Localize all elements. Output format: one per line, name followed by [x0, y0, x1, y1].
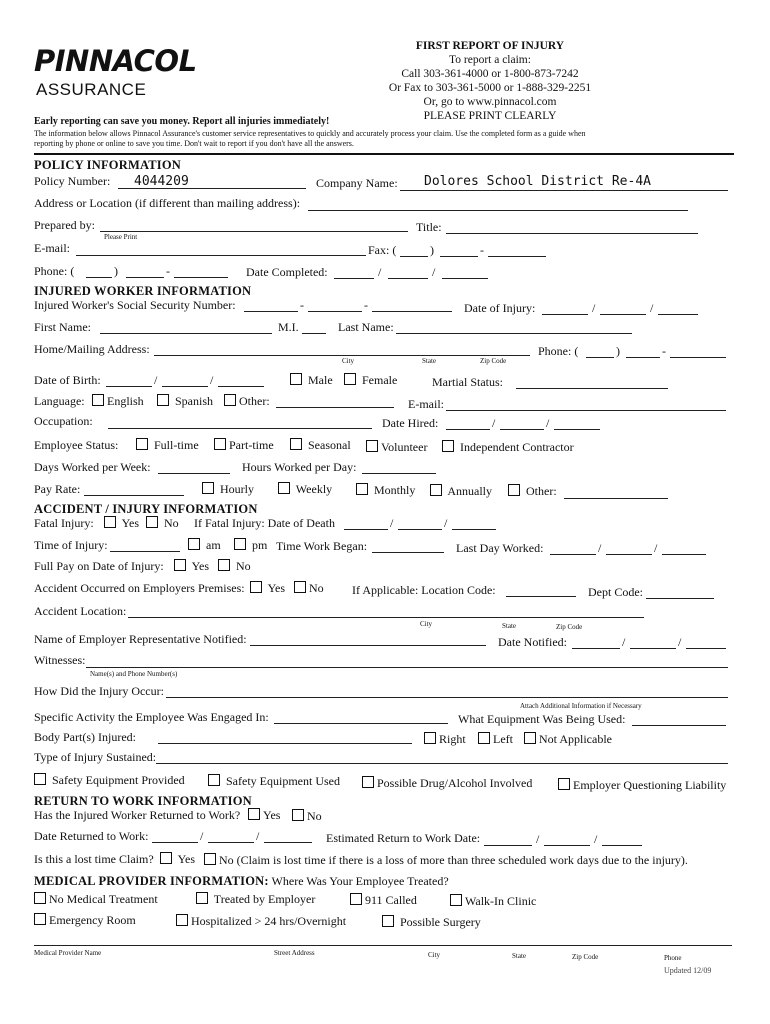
returned-yes-checkbox[interactable]: Yes [248, 808, 280, 823]
dob-day[interactable] [162, 386, 208, 387]
premises-label: Accident Occurred on Employers Premises: [34, 581, 245, 595]
date-completed-year[interactable] [442, 278, 488, 279]
fatal-label: Fatal Injury: [34, 516, 94, 530]
home-address-label: Home/Mailing Address: [34, 342, 150, 356]
hired-year[interactable] [554, 429, 600, 430]
doi-year[interactable] [658, 314, 698, 315]
lost-time-no-checkbox[interactable]: No (Claim is lost time if there is a loss of more than three scheduled work days due to the injury). [204, 853, 688, 868]
company-logo: PINNACOL [34, 44, 197, 78]
full-pay-yes-checkbox[interactable]: Yes [174, 559, 209, 574]
attach-hint: Attach Additional Information if Necessary [520, 702, 642, 710]
witnesses-label: Witnesses: [34, 653, 86, 667]
header-line-5: PLEASE PRINT CLEARLY [423, 110, 557, 122]
no-treatment-checkbox[interactable]: No Medical Treatment [34, 892, 158, 907]
form-title: FIRST REPORT OF INJURY [415, 40, 565, 52]
dob-year[interactable] [218, 386, 264, 387]
location-code-label: If Applicable: Location Code: [352, 583, 496, 597]
header-line-4: Or, go to www.pinnacol.com [423, 96, 557, 108]
est-day[interactable] [544, 845, 590, 846]
language-other-checkbox[interactable]: Other: [224, 394, 270, 409]
company-name-field[interactable] [400, 190, 728, 191]
pm-checkbox[interactable]: pm [234, 538, 267, 553]
time-began-field[interactable] [372, 552, 444, 553]
activity-label: Specific Activity the Employee Was Engaged In: [34, 710, 269, 724]
911-called-checkbox[interactable]: 911 Called [350, 893, 417, 908]
days-worked-field[interactable] [158, 473, 230, 474]
part-time-checkbox[interactable]: Part-time [214, 438, 274, 453]
date-hired-label: Date Hired: [382, 416, 439, 430]
first-name-field[interactable] [100, 333, 272, 334]
logo-subtitle: ASSURANCE [36, 80, 147, 99]
full-time-checkbox[interactable]: Full-time [136, 438, 199, 453]
company-name-value: Dolores School District Re-4A [424, 174, 651, 189]
doi-day[interactable] [600, 314, 646, 315]
worker-phone-label: Phone: ( [538, 344, 579, 358]
early-reporting-note: Early reporting can save you money. Report all injuries immediately! [34, 116, 330, 127]
estimated-return-label: Estimated Return to Work Date: [326, 831, 481, 845]
notified-month[interactable] [572, 648, 620, 649]
worker-email-field[interactable] [446, 410, 726, 411]
injury-type-label: Type of Injury Sustained: [34, 750, 157, 764]
last-day-label: Last Day Worked: [456, 541, 544, 555]
title-field[interactable] [446, 233, 698, 234]
returned-month[interactable] [152, 842, 198, 843]
hourly-checkbox[interactable]: Hourly [202, 482, 254, 497]
company-name-label: Company Name: [316, 176, 398, 190]
last-day-year[interactable] [662, 554, 706, 555]
accident-location-label: Accident Location: [34, 604, 127, 618]
right-checkbox[interactable]: Right [424, 732, 466, 747]
how-occurred-label: How Did the Injury Occur: [34, 684, 164, 698]
seasonal-checkbox[interactable]: Seasonal [290, 438, 351, 453]
death-day[interactable] [398, 529, 442, 530]
language-label: Language: [34, 394, 85, 408]
address-field[interactable] [308, 210, 688, 211]
last-name-label: Last Name: [338, 320, 394, 334]
last-day-day[interactable] [606, 554, 652, 555]
ssn-label: Injured Worker's Social Security Number: [34, 298, 236, 312]
rtw-heading: RETURN TO WORK INFORMATION [34, 794, 252, 808]
date-completed-label: Date Completed: [246, 265, 328, 279]
medical-heading: MEDICAL PROVIDER INFORMATION: [34, 874, 269, 888]
fatal-no-checkbox[interactable]: No [146, 516, 179, 531]
prepared-by-field[interactable] [100, 231, 408, 232]
pay-other-checkbox[interactable]: Other: [508, 484, 557, 499]
days-worked-label: Days Worked per Week: [34, 460, 151, 474]
fax-paren: ) [430, 243, 434, 257]
equipment-field[interactable] [632, 725, 726, 726]
please-print-hint: Please Print [104, 233, 138, 241]
hospitalized-checkbox[interactable]: Hospitalized > 24 hrs/Overnight [176, 914, 346, 929]
occupation-field[interactable] [108, 428, 372, 429]
english-checkbox[interactable]: English [92, 394, 144, 409]
safety-used-checkbox[interactable]: Safety Equipment Used [208, 774, 340, 789]
body-parts-label: Body Part(s) Injured: [34, 730, 136, 744]
returned-day[interactable] [208, 842, 254, 843]
doi-month[interactable] [542, 314, 588, 315]
last-name-field[interactable] [396, 333, 632, 334]
walk-in-checkbox[interactable]: Walk-In Clinic [450, 894, 536, 909]
witness-hint: Name(s) and Phone Number(s) [90, 670, 178, 678]
fax-number-field[interactable] [488, 256, 546, 257]
dept-code-label: Dept Code: [588, 585, 643, 599]
updated-date: Updated 12/09 [664, 966, 712, 975]
policy-number-value: 4044209 [134, 174, 189, 189]
fax-area-field[interactable] [400, 256, 428, 257]
est-year[interactable] [602, 845, 642, 846]
medical-provider-field[interactable] [34, 945, 732, 946]
independent-checkbox[interactable]: Independent Contractor [442, 440, 574, 455]
worker-phone-area[interactable] [586, 357, 614, 358]
worker-phone-prefix[interactable] [626, 357, 660, 358]
time-of-injury-label: Time of Injury: [34, 538, 108, 552]
phone-area-field[interactable] [86, 277, 112, 278]
employee-status-label: Employee Status: [34, 438, 119, 452]
date-completed-day[interactable] [388, 278, 428, 279]
phone-number-field[interactable] [174, 277, 228, 278]
pay-other-field[interactable] [564, 498, 668, 499]
ssn-part3[interactable] [372, 311, 452, 312]
email-field[interactable] [76, 255, 366, 256]
policy-heading: POLICY INFORMATION [34, 158, 182, 172]
spanish-checkbox[interactable]: Spanish [157, 394, 213, 409]
location-code-field[interactable] [506, 596, 576, 597]
am-checkbox[interactable]: am [188, 538, 221, 553]
last-day-month[interactable] [550, 554, 596, 555]
hired-day[interactable] [500, 429, 544, 430]
drug-alcohol-checkbox[interactable]: Possible Drug/Alcohol Involved [362, 776, 532, 791]
rep-notified-field[interactable] [250, 645, 486, 646]
intro-text-2: reporting by phone or online to save you time. Don't wait to report if you don't have all the answers. [34, 139, 354, 148]
dept-code-field[interactable] [646, 598, 714, 599]
safety-provided-checkbox[interactable]: Safety Equipment Provided [34, 773, 185, 788]
activity-field[interactable] [274, 723, 448, 724]
injury-type-field[interactable] [156, 763, 728, 764]
date-of-injury-label: Date of Injury: [464, 301, 536, 315]
not-applicable-checkbox[interactable]: Not Applicable [524, 732, 612, 747]
full-pay-label: Full Pay on Date of Injury: [34, 559, 164, 573]
first-name-label: First Name: [34, 320, 91, 334]
ssn-part1[interactable] [244, 311, 298, 312]
returned-label: Has the Injured Worker Returned to Work? [34, 808, 241, 822]
worker-heading: INJURED WORKER INFORMATION [34, 284, 252, 298]
pay-rate-field[interactable] [84, 495, 184, 496]
fax-label: Fax: ( [368, 243, 397, 257]
annually-checkbox[interactable]: Annually [430, 484, 492, 499]
mi-label: M.I. [278, 320, 299, 334]
time-began-label: Time Work Began: [276, 539, 368, 553]
header-divider [34, 153, 734, 155]
phone-label: Phone: ( [34, 264, 75, 278]
pay-rate-label: Pay Rate: [34, 482, 81, 496]
date-returned-label: Date Returned to Work: [34, 829, 149, 843]
premises-yes-checkbox[interactable]: Yes [250, 581, 285, 596]
hours-worked-field[interactable] [362, 473, 436, 474]
female-checkbox[interactable]: Female [344, 373, 397, 388]
lost-time-yes-checkbox[interactable]: Yes [160, 852, 195, 867]
left-checkbox[interactable]: Left [478, 732, 513, 747]
how-occurred-field[interactable] [166, 697, 728, 698]
marital-label: Martial Status: [432, 375, 503, 389]
occupation-label: Occupation: [34, 414, 93, 428]
weekly-checkbox[interactable]: Weekly [278, 482, 332, 497]
date-notified-label: Date Notified: [498, 635, 567, 649]
worker-phone-number[interactable] [670, 357, 726, 358]
home-address-field[interactable] [154, 355, 530, 356]
death-date-label: If Fatal Injury: Date of Death [194, 516, 335, 530]
body-parts-field[interactable] [158, 743, 412, 744]
returned-no-checkbox[interactable]: No [292, 809, 322, 824]
volunteer-checkbox[interactable]: Volunteer [366, 440, 427, 455]
notified-day[interactable] [630, 648, 676, 649]
full-pay-no-checkbox[interactable]: No [218, 559, 251, 574]
monthly-checkbox[interactable]: Monthly [356, 483, 415, 498]
est-month[interactable] [484, 845, 532, 846]
date-completed-month[interactable] [334, 278, 374, 279]
injury-report-form: PINNACOL ASSURANCE FIRST REPORT OF INJURY To report a claim: Call 303-361-4000 or 1-800-873-7242 Or Fax to 303-361-5000 or 1-888-329-2251 Or, go to www.pinnacol.com PLEASE PRINT CLEARLY Early reporting can save you money. Report all injuries immediately! The information below allows Pinnacol Assurance's customer service representatives to quickly and accurately process your claim. Use the completed form as a guide when reporting by phone or online to save you time. Don't wait to report if you don't have all the answers. POLICY INFORMATION Policy Number: 4044209 Company Name: Dolores School District Re-4A Address or Location (if different than mailing address): Prepared by: Please Print Title: E-mail: Fax: ( ) - Phone: ( ) - Date Completed: / / INJURED WORKER INFORMATION Injured Worker's Social Security Number: - - Date of Injury: / / First Name: M.I. Last Name: Home/Mailing Address: City State Zip Code Phone: ( ) - Date of Birth: / / Male Female Martial Status: Language: English Spanish Other: E-mail: Occupation: Date Hired: / / Employee Status: Full-time Part-time Seasonal Volunteer Independent Contractor Days Worked per Week: Hours Worked per Day: Pay Rate: Hourly Weekly Monthly Annually Other: ACCIDENT / INJURY INFORMATION Fatal Injury: Yes No If Fatal Injury: Date of Death / / Time of Injury: am pm Time Work Began: Last Day Worked: / / Full Pay on Date of Injury: Yes No Accident Occurred on Employers Premises: Yes No If Applicable: Location Code: Dept Code: Accident Location: City State Zip Code Name of Employer Representative Notified: Date Notified: / / Witnesses: Name(s) and Phone Number(s) How Did the Injury Occur: Attach Additional Information if Necessary Specific Activity the Employee Was Engaged In: What Equipment Was Being Used: Body Part(s) Injured: Right Left Not Applicable Type of Injury Sustained: Safety Equipment Provided Safety Equipment Used Possible Drug/Alcohol Involved Employer Questioning Liability RETURN TO WORK INFORMATION Has the Injured Worker Returned to Work? Yes No Date Returned to Work: / / Estimated Return to Work Date: / / Is this a lost time Claim? Yes No (Claim is lost time if there is a loss of more than three scheduled work days due to the injury). MEDICAL PROVIDER INFORMATION: Where Was Your Employee Treated? No Medical Treatment Treated by Employer 911 Called Walk-In Clinic Emergency Room Hospitalized > 24 hrs/Overnight Possible Surgery Medical Provider Name Street Address City State Zip Code Phone Updated 12/09 [0, 0, 770, 1024]
title-label: Title: [416, 220, 442, 234]
hours-worked-label: Hours Worked per Day: [242, 460, 357, 474]
notified-year[interactable] [686, 648, 726, 649]
phone-prefix-field[interactable] [126, 277, 164, 278]
prepared-by-label: Prepared by: [34, 218, 95, 232]
header-line-3: Or Fax to 303-361-5000 or 1-888-329-2251 [388, 82, 592, 94]
dob-label: Date of Birth: [34, 373, 101, 387]
witnesses-field[interactable] [86, 667, 728, 668]
worker-email-label: E-mail: [408, 397, 444, 411]
header-line-2: Call 303-361-4000 or 1-800-873-7242 [401, 68, 579, 80]
death-year[interactable] [452, 529, 496, 530]
marital-field[interactable] [516, 388, 668, 389]
language-other-field[interactable] [276, 407, 394, 408]
treated-employer-checkbox[interactable]: Treated by Employer [196, 892, 315, 907]
equipment-label: What Equipment Was Being Used: [458, 712, 626, 726]
rep-notified-label: Name of Employer Representative Notified: [34, 632, 247, 646]
questioning-liability-checkbox[interactable]: Employer Questioning Liability [558, 778, 726, 793]
dob-month[interactable] [106, 386, 152, 387]
hired-month[interactable] [446, 429, 490, 430]
ssn-part2[interactable] [308, 311, 362, 312]
time-of-injury-field[interactable] [110, 551, 180, 552]
policy-number-label: Policy Number: [34, 174, 111, 188]
accident-heading: ACCIDENT / INJURY INFORMATION [34, 502, 258, 516]
accident-location-field[interactable] [128, 617, 644, 618]
intro-text-1: The information below allows Pinnacol Assurance's customer service representatives to quickly and accurately process your claim. Use the completed form as a guide when [34, 129, 586, 138]
mi-field[interactable] [302, 333, 326, 334]
death-month[interactable] [344, 529, 388, 530]
premises-no-checkbox[interactable]: No [294, 581, 324, 596]
email-label: E-mail: [34, 241, 70, 255]
male-checkbox[interactable]: Male [290, 373, 333, 388]
address-label: Address or Location (if different than mailing address): [34, 196, 301, 210]
emergency-room-checkbox[interactable]: Emergency Room [34, 913, 136, 928]
returned-year[interactable] [264, 842, 312, 843]
header-line-1: To report a claim: [449, 54, 531, 66]
possible-surgery-checkbox[interactable]: Possible Surgery [382, 915, 481, 930]
fatal-yes-checkbox[interactable]: Yes [104, 516, 139, 531]
fax-prefix-field[interactable] [440, 256, 478, 257]
medical-heading-row: MEDICAL PROVIDER INFORMATION: Where Was Your Employee Treated? [34, 874, 449, 888]
lost-time-label: Is this a lost time Claim? [34, 852, 154, 866]
